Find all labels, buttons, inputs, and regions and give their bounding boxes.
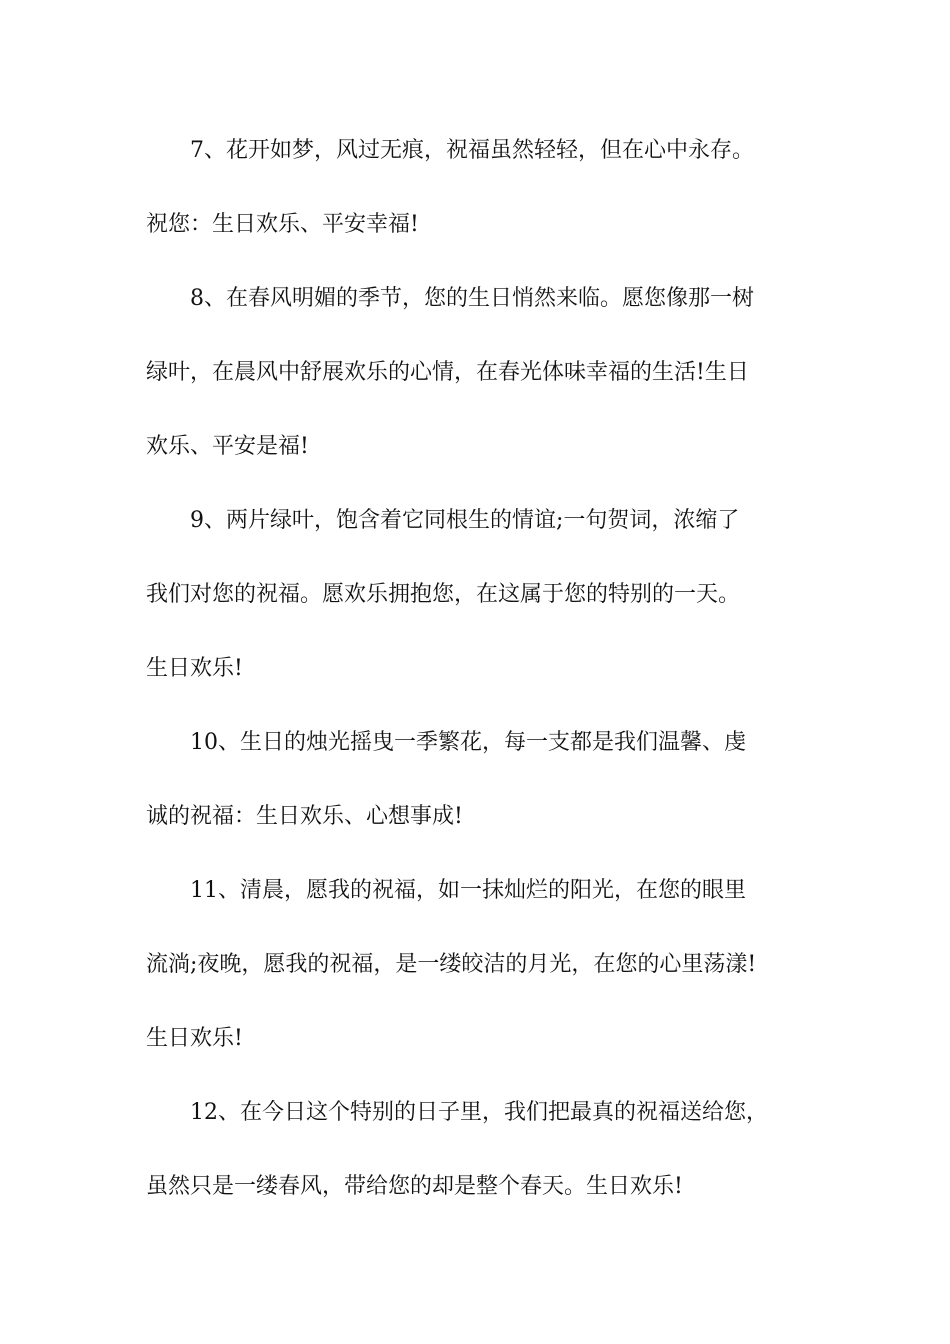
- paragraph-line: 生日欢乐!: [146, 656, 243, 681]
- paragraph-line: 生日欢乐!: [146, 1026, 243, 1051]
- paragraph-line: 欢乐、平安是福!: [146, 434, 309, 459]
- document-body: [146, 128, 826, 1238]
- paragraph-10: [146, 720, 826, 868]
- paragraph-line: 虽然只是一缕春风，带给您的却是整个春天。生日欢乐!: [146, 1174, 683, 1199]
- paragraph-7: [146, 128, 826, 276]
- paragraph-line: 10、生日的烛光摇曳一季繁花，每一支都是我们温馨、虔: [190, 730, 746, 755]
- paragraph-line: 流淌;夜晚，愿我的祝福，是一缕皎洁的月光，在您的心里荡漾!: [146, 952, 757, 977]
- paragraph-line: 我们对您的祝福。愿欢乐拥抱您，在这属于您的特别的一天。: [146, 582, 741, 607]
- paragraph-11: [146, 868, 826, 1090]
- paragraph-line: 绿叶，在晨风中舒展欢乐的心情，在春光体味幸福的生活!生日: [146, 360, 749, 385]
- paragraph-8: [146, 276, 826, 498]
- paragraph-line: 诚的祝福：生日欢乐、心想事成!: [146, 804, 463, 829]
- paragraph-line: 7、花开如梦，风过无痕，祝福虽然轻轻，但在心中永存。: [190, 138, 754, 163]
- paragraph-12: [146, 1090, 826, 1238]
- paragraph-line: 祝您：生日欢乐、平安幸福!: [146, 212, 419, 237]
- paragraph-line: 8、在春风明媚的季节，您的生日悄然来临。愿您像那一树: [190, 286, 754, 311]
- paragraph-line: 9、两片绿叶，饱含着它同根生的情谊;一句贺词，浓缩了: [190, 508, 740, 533]
- paragraph-line: 11、清晨，愿我的祝福，如一抹灿烂的阳光，在您的眼里: [190, 878, 746, 903]
- paragraph-line: 12、在今日这个特别的日子里，我们把最真的祝福送给您，: [190, 1100, 768, 1125]
- paragraph-9: [146, 498, 826, 720]
